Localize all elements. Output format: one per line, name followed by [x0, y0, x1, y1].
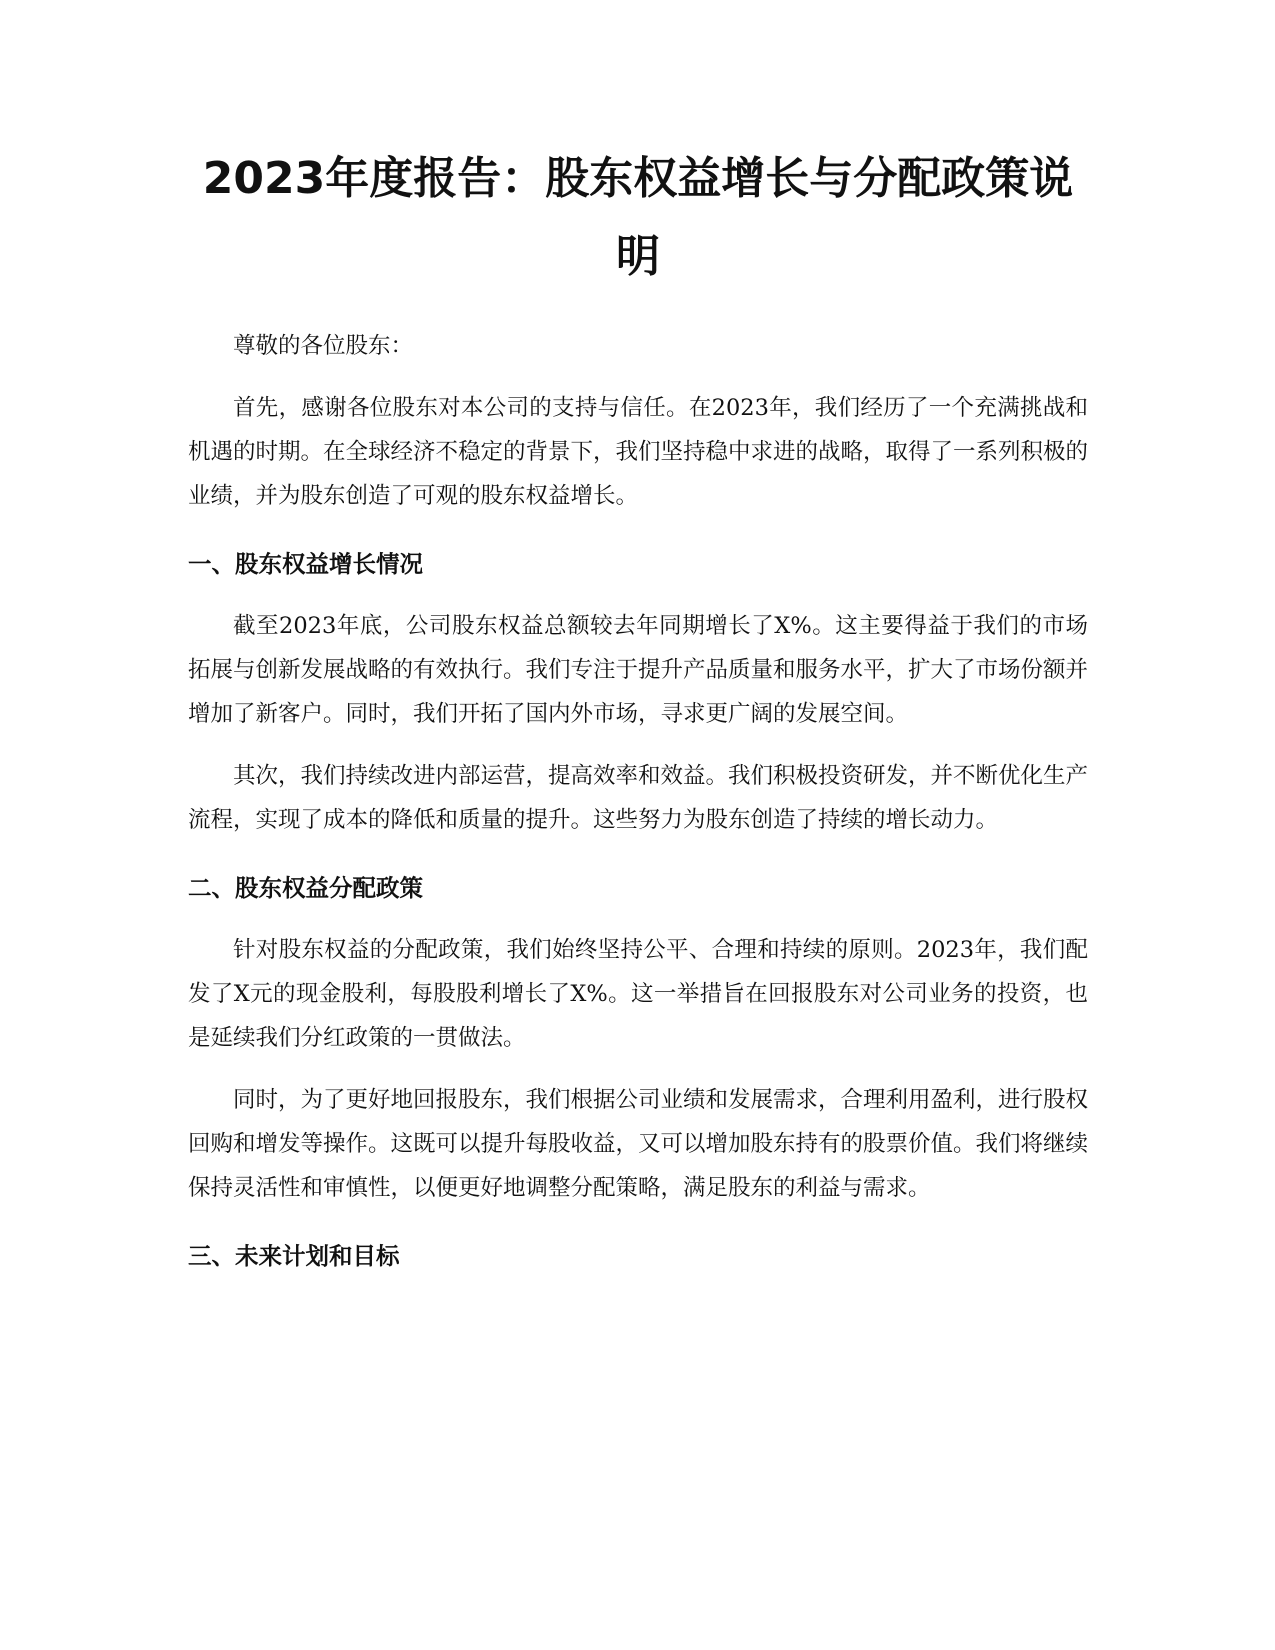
intro-paragraph: 首先，感谢各位股东对本公司的支持与信任。在2023年，我们经历了一个充满挑战和机遇的时期。在全球经济不稳定的背景下，我们坚持稳中求进的战略，取得了一系列积极的业绩，并为股东创造了可观的股东权益增长。: [188, 395, 1089, 509]
paragraph: 同时，为了更好地回报股东，我们根据公司业绩和发展需求，合理利用盈利，进行股权回购和增发等操作。这既可以提升每股收益，又可以增加股东持有的股票价值。我们将继续保持灵活性和审慎性，以便更好地调整分配策略，满足股东的利益与需求。: [188, 1087, 1089, 1201]
paragraph: 其次，我们持续改进内部运营，提高效率和效益。我们积极投资研发，并不断优化生产流程，实现了成本的降低和质量的提升。这些努力为股东创造了持续的增长动力。: [188, 763, 1089, 833]
paragraph: 截至2023年底，公司股东权益总额较去年同期增长了X%。这主要得益于我们的市场拓展与创新发展战略的有效执行。我们专注于提升产品质量和服务水平，扩大了市场份额并增加了新客户。同时，我们开拓了国内外市场，寻求更广阔的发展空间。: [188, 613, 1089, 727]
section-heading-distribution-policy: 二、股东权益分配政策: [188, 874, 423, 902]
salutation: 尊敬的各位股东：: [233, 333, 414, 359]
section-heading-equity-growth: 一、股东权益增长情况: [188, 550, 423, 578]
paragraph: 针对股东权益的分配政策，我们始终坚持公平、合理和持续的原则。2023年，我们配发了X元的现金股利，每股股利增长了X%。这一举措旨在回报股东对公司业务的投资，也是延续我们分红政策的一贯做法。: [188, 937, 1088, 1051]
document-page: [188, 140, 1088, 1278]
section-heading-future-plans: 三、未来计划和目标: [188, 1242, 400, 1270]
document-title: 2023年度报告：股东权益增长与分配政策说明: [202, 153, 1074, 282]
